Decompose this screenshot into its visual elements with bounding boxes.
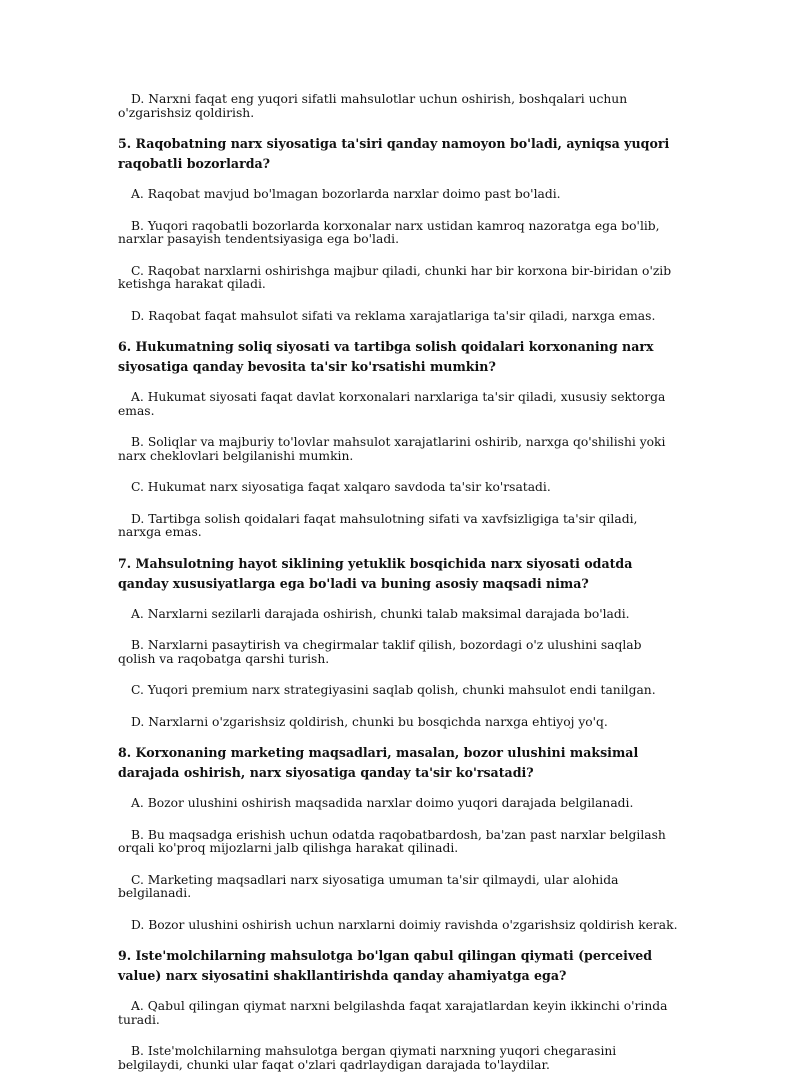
- answer-option: C. Raqobat narxlarni oshirishga majbur qiladi, chunki har bir korxona bir-biridan o'zib ketishga harakat qiladi.: [118, 263, 672, 291]
- answer-option: A. Qabul qilingan qiymat narxni belgilashda faqat xarajatlardan keyin ikkinchi o'rinda turadi.: [118, 999, 668, 1027]
- question-8: 8. Korxonaning marketing maqsadlari, masalan, bozor ulushini maksimal darajada oshirish, narx siyosatiga qanday ta'sir ko'rsatadi?: [118, 745, 639, 780]
- answer-option: D. Raqobat faqat mahsulot sifati va reklama xarajatlariga ta'sir qiladi, narxga emas.: [131, 308, 656, 323]
- answer-option: A. Hukumat siyosati faqat davlat korxonalari narxlariga ta'sir qiladi, xususiy sektorga emas.: [118, 390, 666, 418]
- answer-option: B. Bu maqsadga erishish uchun odatda raqobatbardosh, ba'zan past narxlar belgilash orqali ko'proq mijozlarni jalb qilishga harakat qilinadi.: [118, 827, 666, 855]
- answer-option: C. Hukumat narx siyosatiga faqat xalqaro savdoda ta'sir ko'rsatadi.: [131, 480, 551, 494]
- question-5: 5. Raqobatning narx siyosatiga ta'siri qanday namoyon bo'ladi, ayniqsa yuqori raqobatli bozorlarda?: [118, 136, 670, 171]
- answer-option: B. Soliqlar va majburiy to'lovlar mahsulot xarajatlarini oshirib, narxga qo'shilishi yoki narx cheklovlari belgilanishi mumkin.: [118, 435, 666, 463]
- answer-option: D. Bozor ulushini oshirish uchun narxlarni doimiy ravishda o'zgarishsiz qoldirish kerak.: [131, 917, 678, 932]
- answer-option: A. Bozor ulushini oshirish maqsadida narxlar doimo yuqori darajada belgilanadi.: [131, 796, 634, 810]
- answer-option: B. Yuqori raqobatli bozorlarda korxonalar narx ustidan kamroq nazoratga ega bo'lib, narxlar pasayish tendentsiyasiga ega bo'ladi.: [118, 218, 660, 246]
- answer-option: C. Yuqori premium narx strategiyasini saqlab qolish, chunki mahsulot endi tanilgan.: [131, 683, 656, 697]
- question-7: 7. Mahsulotning hayot siklining yetuklik bosqichida narx siyosati odatda qanday xususiyatlarga ega bo'ladi va buning asosiy maqsadi nima?: [118, 555, 633, 591]
- answer-option: A. Narxlarni sezilarli darajada oshirish, chunki talab maksimal darajada bo'ladi.: [131, 606, 630, 621]
- answer-option: D. Narxni faqat eng yuqori sifatli mahsulotlar uchun oshirish, boshqalari uchun o'zgarishsiz qoldirish.: [118, 92, 628, 120]
- answer-option: D. Narxlarni o'zgarishsiz qoldirish, chunki bu bosqichda narxga ehtiyoj yo'q.: [131, 714, 608, 729]
- answer-option: D. Tartibga solish qoidalari faqat mahsulotning sifati va xavfsizligiga ta'sir qiladi, narxga emas.: [118, 511, 638, 539]
- answer-option: C. Marketing maqsadlari narx siyosatiga umuman ta'sir qilmaydi, ular alohida belgilanadi.: [118, 872, 619, 900]
- question-9: 9. Iste'molchilarning mahsulotga bo'lgan qabul qilingan qiymati (perceived value) narx siyosatini shakllantirishda qanday ahamiyatga ega?: [118, 948, 653, 983]
- answer-option: A. Raqobat mavjud bo'lmagan bozorlarda narxlar doimo past bo'ladi.: [131, 187, 561, 201]
- answer-option: B. Iste'molchilarning mahsulotga bergan qiymati narxning yuqori chegarasini belgilaydi, chunki ular faqat o'zlari qadrlaydigan darajada to'laydilar.: [118, 1044, 617, 1072]
- answer-option: B. Narxlarni pasaytirish va chegirmalar taklif qilish, bozordagi o'z ulushini saqlab qolish va raqobatga qarshi turish.: [118, 638, 642, 666]
- question-6: 6. Hukumatning soliq siyosati va tartibga solish qoidalari korxonaning narx siyosatiga qanday bevosita ta'sir ko'rsatishi mumkin?: [118, 339, 654, 374]
